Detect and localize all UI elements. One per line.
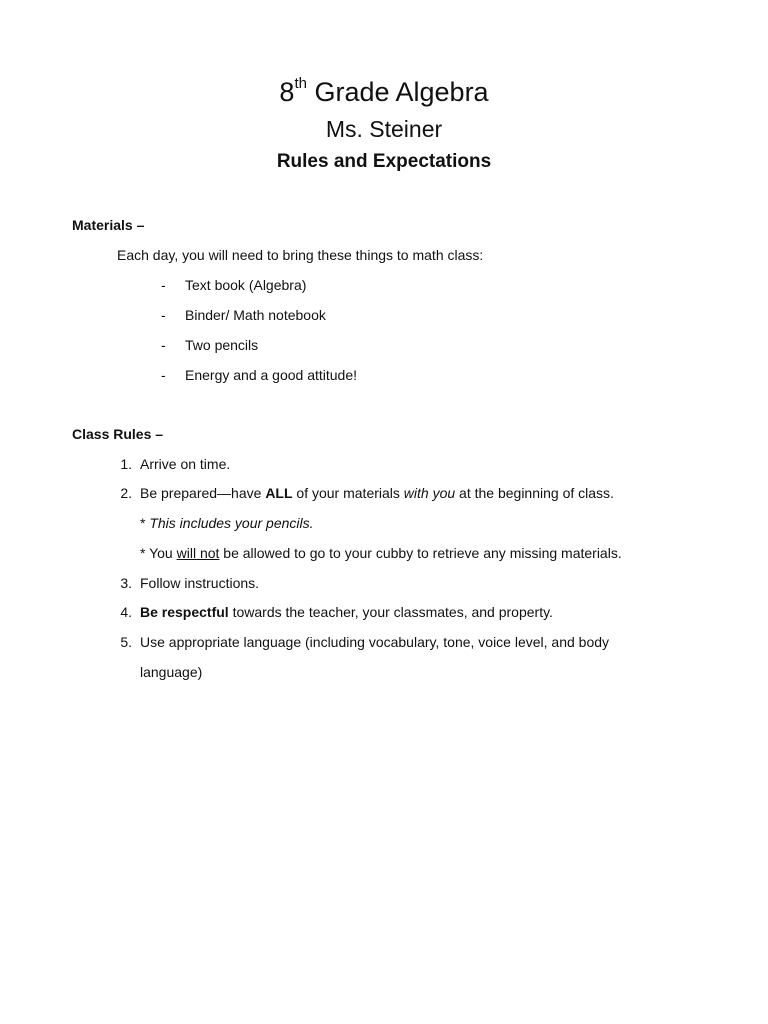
document-subtitle: Rules and Expectations bbox=[276, 151, 492, 172]
note-text: be allowed to go to your cubby to retrieve any missing materials. bbox=[219, 545, 622, 561]
teacher-name: Ms. Steiner bbox=[325, 116, 443, 142]
rule-number: 5. bbox=[120, 634, 132, 650]
rule-4-emphasis: Be respectful bbox=[140, 604, 229, 620]
rule-item-2 bbox=[140, 484, 614, 502]
note-asterisk: * bbox=[140, 515, 150, 531]
title-rest: Grade Algebra bbox=[306, 77, 489, 107]
rule-item-4 bbox=[140, 603, 553, 621]
rule-number: 3. bbox=[120, 575, 132, 591]
rule-item-1: Arrive on time. bbox=[140, 456, 231, 472]
rule-number: 4. bbox=[120, 604, 132, 620]
rule-2-text: Be prepared—have bbox=[140, 485, 266, 501]
rules-heading: Class Rules – bbox=[72, 426, 164, 442]
note-italic: This includes your pencils. bbox=[149, 515, 314, 531]
rule-2-text: at the beginning of class. bbox=[455, 485, 614, 501]
title-superscript: th bbox=[294, 75, 307, 92]
note-text: * You bbox=[140, 545, 177, 561]
rule-item-5-line-1: Use appropriate language (including vocabulary, tone, voice level, and body bbox=[140, 634, 610, 650]
rule-2-note-pencils bbox=[140, 514, 314, 532]
note-underline: will not bbox=[176, 545, 220, 561]
rule-item-5-line-2: language) bbox=[140, 664, 203, 680]
rule-number: 2. bbox=[120, 485, 132, 501]
title-prefix: 8 bbox=[279, 77, 295, 107]
materials-item: Binder/ Math notebook bbox=[185, 307, 326, 323]
rule-number: 1. bbox=[120, 456, 132, 472]
bullet-dash: - bbox=[161, 277, 166, 293]
bullet-dash: - bbox=[161, 337, 166, 353]
materials-item: Text book (Algebra) bbox=[185, 277, 307, 293]
rule-2-note-cubby bbox=[140, 544, 622, 562]
bullet-dash: - bbox=[161, 307, 166, 323]
rule-2-text: of your materials bbox=[292, 485, 404, 501]
rule-2-emphasis: ALL bbox=[265, 485, 293, 501]
materials-item: Two pencils bbox=[185, 337, 259, 353]
materials-intro: Each day, you will need to bring these things to math class: bbox=[117, 247, 484, 263]
bullet-dash: - bbox=[161, 367, 166, 383]
rule-2-italic: with you bbox=[403, 485, 456, 501]
rule-4-text: towards the teacher, your classmates, and property. bbox=[228, 604, 553, 620]
document-title bbox=[0, 74, 768, 110]
materials-item: Energy and a good attitude! bbox=[185, 367, 358, 383]
rule-item-3: Follow instructions. bbox=[140, 575, 260, 591]
materials-heading: Materials – bbox=[72, 217, 145, 233]
